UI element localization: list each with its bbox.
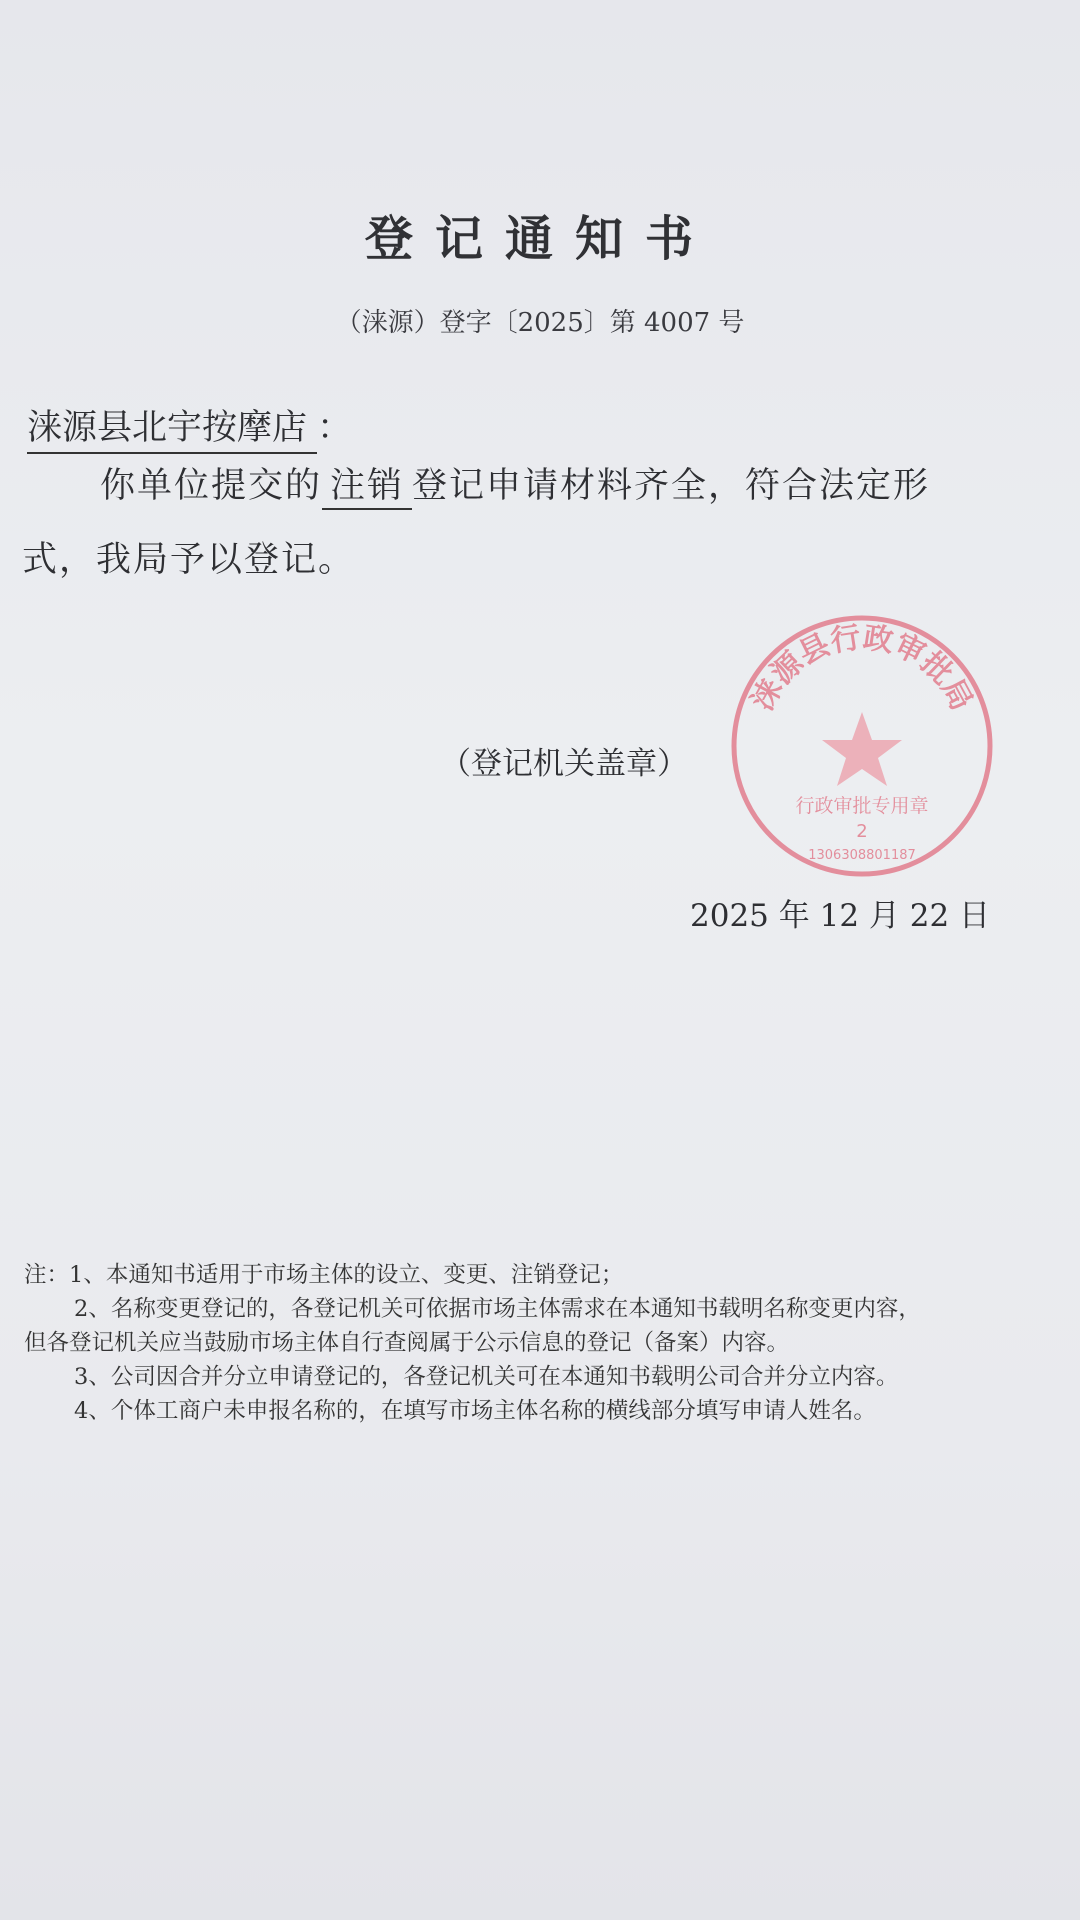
recipient-suffix: ： bbox=[317, 408, 353, 448]
note-2: 2、名称变更登记的，各登记机关可依据市场主体需求在本通知书载明名称变更内容， bbox=[74, 1296, 921, 1322]
star-icon bbox=[822, 712, 902, 786]
issue-date: 2025 年 12 月 22 日 bbox=[690, 898, 991, 934]
stamp-outer-text: 涞源县行政审批局 bbox=[744, 620, 980, 717]
note-4: 4、个体工商户未申报名称的，在填写市场主体名称的横线部分填写申请人姓名。 bbox=[74, 1398, 876, 1424]
registration-type: 注销 bbox=[322, 458, 412, 510]
body-line-2: 式，我局予以登记。 bbox=[22, 540, 356, 580]
body-prefix: 你单位提交的 bbox=[100, 466, 323, 506]
seal-label: （登记机关盖章） bbox=[440, 746, 688, 782]
recipient-name: 涞源县北宇按摩店 bbox=[27, 400, 317, 454]
document-title: 登记通知书 bbox=[364, 211, 715, 267]
body-line-1 bbox=[100, 458, 930, 510]
reference-number: （涞源）登字〔2025〕第 4007 号 bbox=[335, 308, 745, 338]
note-1: 注：1、本通知书适用于市场主体的设立、变更、注销登记； bbox=[24, 1262, 624, 1288]
recipient-line bbox=[27, 400, 352, 454]
official-seal bbox=[728, 612, 996, 880]
notes bbox=[24, 1258, 921, 1428]
note-3: 3、公司因合并分立申请登记的，各登记机关可在本通知书载明公司合并分立内容。 bbox=[74, 1364, 899, 1390]
stamp-number: 2 bbox=[856, 821, 868, 842]
note-2-cont: 但各登记机关应当鼓励市场主体自行查阅属于公示信息的登记（备案）内容。 bbox=[24, 1330, 790, 1356]
svg-text:涞源县行政审批局 bbox=[745, 620, 979, 716]
stamp-inner-text: 行政审批专用章 bbox=[795, 795, 929, 817]
stamp-code: 1306308801187 bbox=[808, 848, 916, 863]
body-line1-rest: 登记申请材料齐全，符合法定形 bbox=[412, 466, 931, 506]
